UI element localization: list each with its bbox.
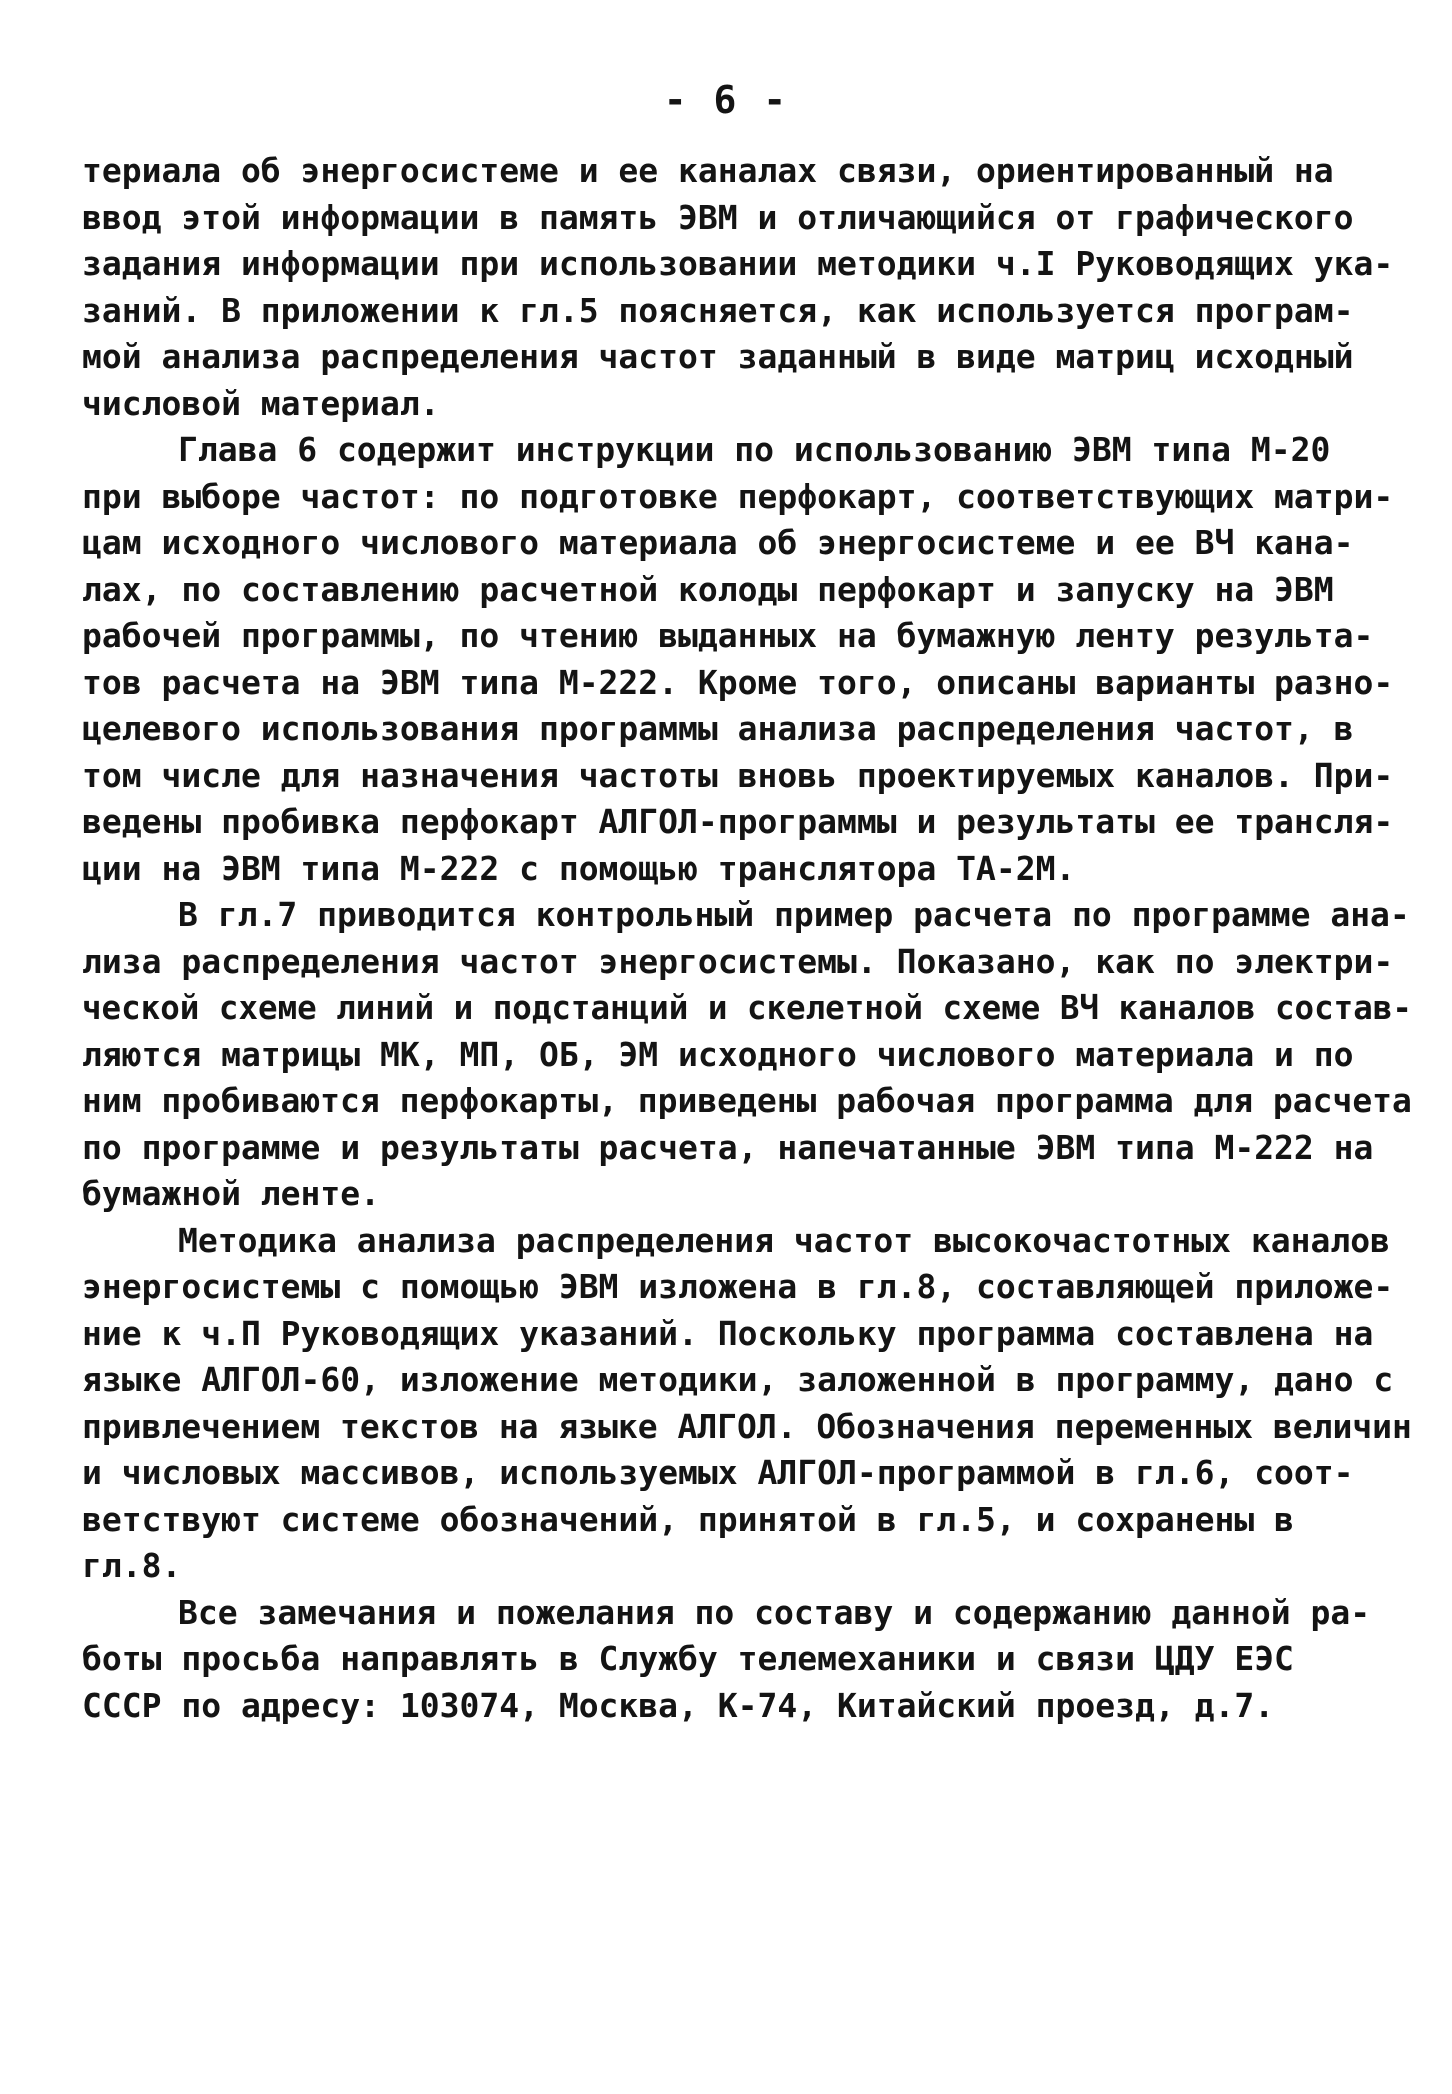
- text-line: ляются матрицы МК, МП, ОБ, ЭМ исходного числового материала и по: [82, 1034, 1354, 1074]
- text-line: цам исходного числового материала об энергосистеме и ее ВЧ кана-: [82, 523, 1354, 562]
- text-line: целевого использования программы анализа распределения частот, в: [82, 709, 1354, 748]
- text-line: лиза распределения частот энергосистемы. Показано, как по электри-: [82, 941, 1394, 981]
- text-line: по программе и результаты расчета, напечатанные ЭВМ типа М-222 на: [82, 1127, 1374, 1167]
- text-line: ние к ч.П Руководящих указаний. Поскольку программа составлена на: [82, 1313, 1374, 1353]
- text-line: СССР по адресу: 103074, Москва, К-74, Китайский проезд, д.7.: [82, 1685, 1275, 1725]
- text-line: ческой схеме линий и подстанций и скелетной схеме ВЧ каналов состав-: [82, 989, 1412, 1027]
- text-line: ведены пробивка перфокарт АЛГОЛ-программы и результаты ее трансля-: [82, 802, 1394, 841]
- text-line: боты просьба направлять в Службу телемеханики и связи ЦДУ ЕЭС: [82, 1639, 1294, 1678]
- text-line: при выборе частот: по подготовке перфокарт, соответствующих матри-: [82, 476, 1394, 516]
- text-line: тов расчета на ЭВМ типа М-222. Кроме того, описаны варианты разно-: [82, 662, 1394, 702]
- text-line: том числе для назначения частоты вновь проектируемых каналов. При-: [82, 755, 1394, 795]
- text-line: энергосистемы с помощью ЭВМ изложена в гл.8, составляющей приложе-: [82, 1267, 1394, 1306]
- text-line: териала об энергосистеме и ее каналах связи, ориентированный на: [82, 151, 1334, 190]
- text-line: лах, по составлению расчетной колоды перфокарт и запуску на ЭВМ: [82, 569, 1334, 609]
- body-text: [82, 148, 1412, 1729]
- text-line: Методика анализа распределения частот высокочастотных каналов: [178, 1220, 1390, 1260]
- text-line: задания информации при использовании методики ч.I Руководящих ука-: [82, 244, 1394, 283]
- text-line: числовой материал.: [82, 383, 440, 423]
- text-line: бумажной ленте.: [82, 1174, 381, 1213]
- text-line: привлечением текстов на языке АЛГОЛ. Обозначения переменных величин: [82, 1406, 1412, 1446]
- text-line: Глава 6 содержит инструкции по использованию ЭВМ типа М-20: [178, 430, 1331, 469]
- text-line: заний. В приложении к гл.5 поясняется, как используется програм-: [82, 290, 1354, 330]
- text-line: и числовых массивов, используемых АЛГОЛ-программой в гл.6, соот-: [82, 1453, 1354, 1492]
- page-number: - 6 -: [663, 78, 789, 122]
- text-line: рабочей программы, по чтению выданных на бумажную ленту результа-: [82, 616, 1374, 655]
- text-line: В гл.7 приводится контрольный пример расчета по программе ана-: [178, 895, 1410, 934]
- text-line: ветствуют системе обозначений, принятой в гл.5, и сохранены в: [82, 1499, 1294, 1539]
- text-line: мой анализа распределения частот заданный в виде матриц исходный: [82, 337, 1354, 376]
- text-line: ции на ЭВМ типа М-222 с помощью транслятора ТА-2М.: [82, 848, 1076, 888]
- text-line: ввод этой информации в память ЭВМ и отличающийся от графического: [82, 197, 1354, 237]
- text-line: Все замечания и пожелания по составу и содержанию данной ра-: [178, 1592, 1371, 1632]
- text-line: языке АЛГОЛ-60, изложение методики, заложенной в программу, дано с: [82, 1360, 1394, 1399]
- text-line: гл.8.: [82, 1546, 182, 1585]
- text-line: ним пробиваются перфокарты, приведены рабочая программа для расчета: [82, 1081, 1412, 1120]
